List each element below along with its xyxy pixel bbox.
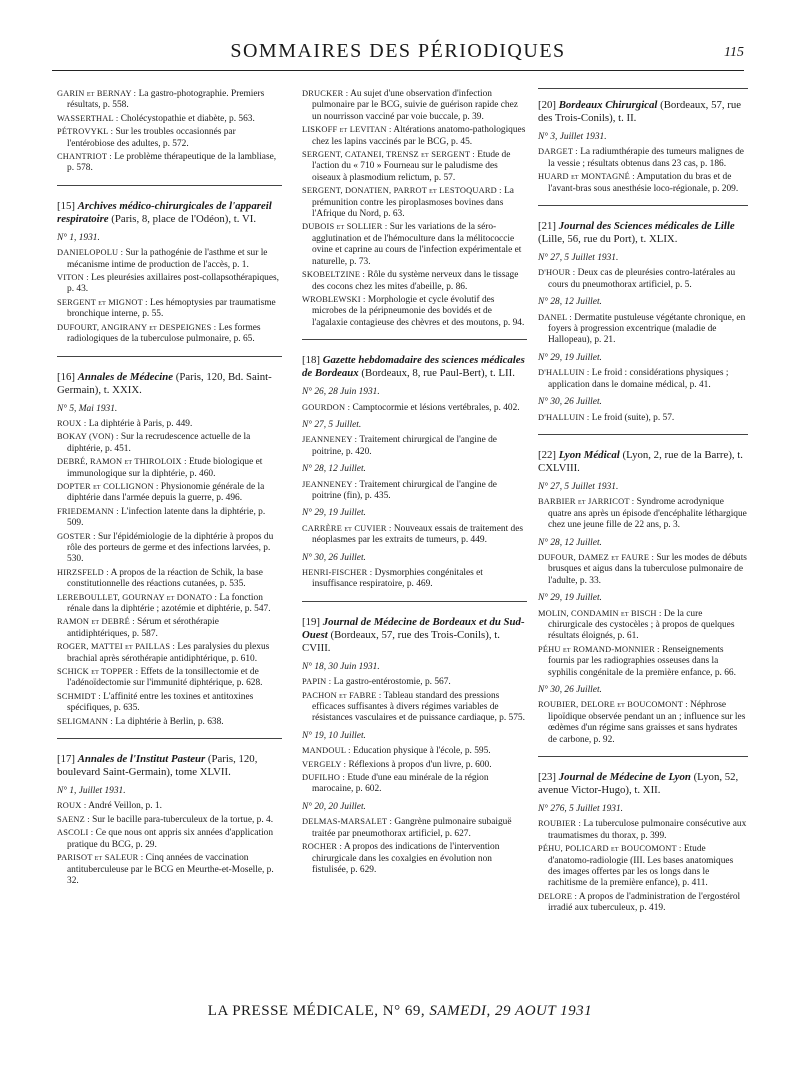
article-authors: SELIGMANN :	[57, 716, 113, 726]
section-divider	[57, 356, 282, 357]
journal-issues	[538, 132, 748, 195]
article-entry	[302, 676, 527, 688]
issue-label: N° 28, 12 Juillet.	[302, 464, 366, 475]
article-title: La prémunition contre les piroplasmoses bovines dans l'Afrique du Nord, p. 63.	[312, 186, 514, 220]
article-authors: JEANNENEY :	[302, 479, 358, 489]
section-divider	[302, 601, 527, 602]
journal-number: [21]	[538, 220, 556, 233]
journal-name: Annales de Médecine	[77, 370, 174, 383]
article-entry	[538, 312, 748, 347]
journal-title	[538, 220, 748, 246]
journal-title	[57, 371, 282, 397]
column-3	[538, 88, 748, 916]
article-authors: SERGENT, DONATIEN, PARROT et LESTOQUARD :	[302, 186, 502, 196]
article-authors: BARBIER et JARRICOT :	[538, 497, 635, 507]
article-authors: LISKOFF et LEVITAN :	[302, 125, 392, 135]
journal-number: [15]	[57, 199, 75, 212]
issue-label: N° 3, Juillet 1931.	[538, 132, 607, 142]
article-title: La gastro-entérostomie, p. 567.	[333, 677, 451, 688]
article-title: Sur l'épidémiologie de la diphtérie à propos du rôle des porteurs de germe et des infections larvées, p. 530.	[67, 531, 274, 565]
article-entry	[302, 841, 527, 876]
article-entry	[57, 506, 282, 530]
article-authors: DANEL :	[538, 312, 572, 322]
journal-address: (Lyon, 52, avenue Victor-Hugo), t. XII.	[538, 771, 739, 797]
page-header	[52, 40, 744, 66]
article-title: Le problème thérapeutique de la lambliase, p. 578.	[67, 152, 277, 174]
journal-name: Journal des Sciences médicales de Lille	[558, 220, 735, 233]
journal-name: Bordeaux Chirurgical	[558, 99, 658, 111]
article-authors: HENRI-FISCHER :	[302, 568, 373, 577]
article-title: Dysmorphies congénitales et insuffisance respiratoire, p. 469.	[312, 568, 483, 590]
article-title: Morphologie et cycle évolutif des microbes de la péripneumonie des bovidés et de l'agalaxie contagieuse des chèvres et des moutons, p. 94.	[312, 294, 525, 328]
issue-label: N° 19, 10 Juillet.	[302, 730, 366, 741]
article-title: Education physique à l'école, p. 595.	[353, 746, 491, 757]
article-title: Les pleurésies axillaires post-collapsothérapiques, p. 43.	[67, 273, 280, 295]
article-entry	[538, 552, 748, 587]
issue-label: N° 26, 28 Juin 1931.	[302, 387, 380, 398]
article-title: A propos des indications de l'intervention chirurgicale dans les coxalgies en évolution non fistulisée, p. 629.	[312, 842, 500, 875]
issue-label: N° 28, 12 Juillet.	[538, 537, 602, 548]
article-entry	[538, 171, 748, 195]
issue-label: N° 27, 5 Juillet 1931.	[538, 481, 619, 492]
article-authors: DUFOUR, DAMEZ et FAURE :	[538, 552, 654, 562]
article-title: Physionomie générale de la diphtérie dans l'armée depuis la guerre, p. 496.	[67, 481, 265, 504]
journal-title	[57, 753, 282, 779]
article-title: Traitement chirurgical de l'angine de poitrine (fin), p. 435.	[312, 479, 497, 501]
header-rule	[52, 70, 744, 71]
journal-name: Gazette hebdomadaire des sciences médicales de Bordeaux	[302, 354, 525, 380]
article-entry	[57, 151, 282, 175]
article-title: Cholécystopathie et diabète, p. 563.	[120, 113, 255, 124]
article-title: Cinq années de vaccination antituberculeuse par le BCG en Meurthe-et-Moselle, p. 32.	[67, 853, 274, 886]
article-entry	[302, 149, 527, 184]
article-authors: SAENZ :	[57, 814, 90, 824]
journal-title	[538, 99, 748, 125]
article-entry	[57, 531, 282, 566]
article-entry	[538, 412, 748, 424]
article-entry	[57, 113, 282, 125]
article-entry	[302, 745, 527, 757]
article-title: A propos de la réaction de Schik, la base constitutionnelle des réactions cutanées, p. 535.	[67, 567, 263, 590]
article-entry	[538, 146, 748, 170]
journal-number: [17]	[57, 753, 75, 766]
article-entry	[538, 608, 748, 643]
article-title: Dermatite pustuleuse végétante chronique, en foyers à progression excentrique (maladie de Hallopeau), p. 21.	[548, 312, 746, 346]
article-authors: PACHON et FABRE :	[302, 690, 382, 700]
journal-name: Archives médico-chirurgicales de l'appareil respiratoire	[57, 199, 272, 225]
article-title: L'infection latente dans la diphtérie, p. 509.	[67, 506, 266, 529]
article-authors: SERGENT et MIGNOT :	[57, 297, 148, 307]
article-title: Nouveaux essais de traitement des néoplasmes par les extraits de tumeurs, p. 449.	[312, 523, 524, 546]
article-authors: CHANTRIOT :	[57, 152, 112, 162]
article-entry	[57, 272, 282, 296]
article-title: Les paralysies du plexus brachial après sérothérapie antidiphtérique, p. 610.	[67, 642, 270, 664]
article-authors: GARIN et BERNAY :	[57, 89, 137, 98]
column-1	[57, 88, 282, 888]
article-authors: LEREBOULLET, GOURNAY et DONATO :	[57, 592, 218, 602]
article-entry	[302, 269, 527, 293]
article-entry	[57, 666, 282, 690]
article-entry	[57, 297, 282, 321]
article-title: La diphtérie à Berlin, p. 638.	[115, 716, 224, 727]
article-entry	[57, 827, 282, 851]
article-authors: DELORE :	[538, 891, 578, 901]
article-authors: PARISOT et SALEUR :	[57, 853, 144, 863]
article-title: Camptocormie et lésions vertébrales, p. 402.	[352, 402, 520, 413]
article-entry	[538, 496, 748, 531]
article-title: Sur le bacille para-tuberculeux de la tortue, p. 4.	[92, 814, 274, 825]
journal-address: (Paris, 8, place de l'Odéon), t. VI.	[111, 212, 257, 225]
article-authors: D'HALLUIN :	[538, 368, 590, 378]
article-title: La tuberculose pulmonaire consécutive aux traumatismes du thorax, p. 399.	[548, 819, 747, 841]
article-entry	[57, 456, 282, 480]
article-authors: DARGET :	[538, 147, 578, 157]
article-entry	[302, 88, 527, 123]
journal-address: (Bordeaux, 57, rue des Trois-Conils), t. II.	[538, 99, 742, 124]
article-authors: PÉHU et ROMAND-MONNIER :	[538, 644, 660, 654]
article-authors: HUARD et MONTAGNÉ :	[538, 172, 635, 182]
article-entry	[57, 322, 282, 346]
article-title: Effets de la tonsillectomie et de l'adénoïdectomie sur l'immunité diphtérique, p. 628.	[67, 667, 263, 689]
article-title: Renseignements fournis par les radiographies osseuses dans la syphilis congénitale de la première enfance, p. 66.	[548, 644, 736, 678]
article-authors: DRUCKER :	[302, 89, 349, 98]
section-divider	[57, 738, 282, 739]
article-authors: DUFOURT, ANGIRANY et DESPEIGNES :	[57, 322, 217, 332]
article-authors: FRIEDEMANN :	[57, 506, 119, 516]
journal-name: Lyon Médical	[558, 448, 620, 461]
article-authors: WASSERTHAL :	[57, 113, 119, 123]
article-authors: ROUBIER :	[538, 819, 581, 829]
article-title: Amputation du bras et de l'avant-bras sous anesthésie loco-régionale, p. 209.	[548, 172, 739, 194]
issue-label: N° 29, 19 Juillet.	[302, 508, 366, 519]
article-authors: ROCHER :	[302, 842, 342, 852]
article-entry	[57, 814, 282, 826]
issue-label: N° 30, 26 Juillet.	[302, 552, 366, 563]
article-entry	[302, 434, 527, 458]
article-entry	[302, 185, 527, 220]
article-authors: BOKAY (VON) :	[57, 432, 119, 442]
issue-label: N° 27, 5 Juillet 1931.	[538, 253, 619, 264]
issue-label: N° 30, 26 Juillet.	[538, 397, 602, 408]
article-title: Tableau standard des pressions efficaces suffisantes à divers régimes variables de résistances vasculaires et de puissance cardiaque, p. 575.	[312, 690, 525, 724]
article-authors: ASCOLI :	[57, 828, 94, 838]
article-authors: PÉHU, POLICARD et BOUCOMONT :	[538, 844, 682, 854]
article-authors: VERGELY :	[302, 759, 347, 769]
article-entry	[57, 691, 282, 715]
journal-number: [20]	[538, 99, 556, 111]
section-divider	[302, 339, 527, 340]
article-title: Sur les variations de la séro-agglutination et de l'hémoculture dans la mélitococcie ovine et caprine au cours de l'infection expérimentale et naturelle, p. 73.	[312, 222, 522, 267]
article-authors: JEANNENEY :	[302, 435, 358, 445]
journal-address: (Bordeaux, 8, rue Paul-Bert), t. LII.	[361, 367, 515, 380]
article-title: Etude de l'action du « 710 » Fourneau sur le paludisme des oiseaux à plasmodium relictum, p. 57.	[312, 150, 511, 183]
article-authors: DUFILHO :	[302, 773, 345, 783]
page-footer	[0, 1003, 800, 1020]
article-authors: HIRZSFELD :	[57, 567, 109, 577]
journal-issues	[57, 786, 282, 887]
column-2	[302, 88, 527, 877]
section-divider	[57, 185, 282, 186]
article-entry	[538, 699, 748, 746]
section-divider	[538, 88, 748, 89]
article-authors: DOPTER et COLLIGNON :	[57, 481, 159, 491]
article-authors: SERGENT, CATANEI, TRENSZ et SERGENT :	[302, 150, 475, 160]
article-entry	[57, 616, 282, 640]
journal-issues	[538, 253, 748, 424]
article-entry	[57, 431, 282, 455]
journal-issues	[57, 404, 282, 729]
article-entry	[538, 644, 748, 679]
issue-label: N° 29, 19 Juillet.	[538, 352, 602, 363]
article-entry	[302, 816, 527, 840]
article-title: A propos de l'administration de l'ergostérol irradié aux tuberculeux, p. 419.	[548, 891, 741, 914]
entries-continued	[57, 88, 282, 175]
issue-label: N° 20, 20 Juillet.	[302, 801, 366, 812]
article-authors: D'HOUR :	[538, 268, 576, 278]
journal-issues	[57, 233, 282, 346]
journal-title	[538, 771, 748, 797]
article-title: Au sujet d'une observation d'infection pulmonaire par le BCG, suivie de guérison rapide chez un nourrisson vacciné par voie buccale, p. 39.	[312, 89, 518, 122]
article-entry	[57, 800, 282, 812]
article-authors: ROGER, MATTEI et PAILLAS :	[57, 642, 176, 652]
article-authors: SCHMIDT :	[57, 691, 101, 701]
article-title: Etude biologique et immunologique sur la diphtérie, p. 460.	[67, 457, 263, 479]
article-authors: DUBOIS et SOLLIER :	[302, 222, 388, 232]
article-entry	[302, 124, 527, 148]
journal-issues	[302, 662, 527, 877]
article-title: Le froid : considérations physiques ; application dans le domaine médical, p. 41.	[548, 368, 729, 390]
issue-label: N° 29, 19 Juillet.	[538, 593, 602, 604]
journal-number: [16]	[57, 370, 75, 383]
article-authors: MANDOUL :	[302, 746, 351, 756]
article-entry	[302, 221, 527, 268]
article-authors: DELMAS-MARSALET :	[302, 817, 393, 827]
article-authors: PAPIN :	[302, 677, 332, 687]
article-authors: ROUX :	[57, 801, 87, 811]
journal-address: (Paris, 120, boulevard Saint-Germain), tome XLVII.	[57, 753, 258, 779]
journal-title	[538, 449, 748, 475]
article-title: Les formes radiologiques de la tuberculose pulmonaire, p. 65.	[67, 322, 261, 345]
article-entry	[57, 592, 282, 616]
article-title: Etude d'une eau minérale de la région marocaine, p. 602.	[312, 773, 489, 795]
article-authors: GOURDON :	[302, 402, 351, 412]
article-entry	[302, 690, 527, 725]
journal-name: Annales de l'Institut Pasteur	[77, 753, 206, 766]
issue-label: N° 18, 30 Juin 1931.	[302, 661, 380, 672]
issue-label: N° 5, Mai 1931.	[57, 403, 118, 414]
article-title: Rôle du système nerveux dans le tissage des cocons chez les mites d'abeille, p. 86.	[312, 270, 519, 292]
article-title: De la cure chirurgicale des cystocèles ; à propos de quelques résultats éloignés, p. 61.	[548, 608, 735, 642]
journal-title	[302, 354, 527, 380]
article-entry	[302, 567, 527, 591]
article-title: Néphrose lipoïdique observée pendant un an ; influence sur les œdèmes d'un régime sans graisses et sans hydrates de carbone, p. 92.	[548, 700, 746, 745]
entries-continued	[302, 88, 527, 329]
article-entry	[302, 759, 527, 771]
article-title: Sur la recrudescence actuelle de la diphtérie, p. 451.	[67, 432, 251, 454]
article-entry	[538, 891, 748, 915]
issue-label: N° 1, 1931.	[57, 232, 100, 243]
issue-label: N° 27, 5 Juillet.	[302, 419, 362, 430]
article-entry	[538, 267, 748, 291]
journal-number: [22]	[538, 448, 556, 461]
article-entry	[57, 126, 282, 150]
article-title: L'affinité entre les toxines et antitoxines spécifiques, p. 635.	[67, 691, 254, 714]
journal-name: Journal de Médecine de Bordeaux et du Sud-Ouest	[302, 615, 525, 641]
article-title: Syndrome acrodynique quatre ans après un épisode d'encéphalite léthargique chez une jeune fille de 22 ans, p. 3.	[548, 497, 747, 531]
article-entry	[302, 479, 527, 503]
article-entry	[302, 772, 527, 796]
article-title: Sur les troubles occasionnés par l'entérobiose des adultes, p. 572.	[67, 127, 236, 149]
article-authors: DEBRÉ, RAMON et THIROLOIX :	[57, 457, 187, 467]
article-authors: CARRÈRE et CUVIER :	[302, 523, 392, 533]
article-entry	[538, 818, 748, 842]
article-authors: MOLIN, CONDAMIN et BISCH :	[538, 608, 662, 618]
article-entry	[538, 843, 748, 890]
article-authors: ROUBIER, DELORE et BOUCOMONT :	[538, 700, 688, 710]
journal-address: (Bordeaux, 57, rue des Trois-Conils), t. CVIII.	[302, 628, 500, 654]
article-entry	[302, 523, 527, 547]
issue-label: N° 28, 12 Juillet.	[538, 297, 602, 308]
issue-label: N° 30, 26 Juillet.	[538, 685, 602, 695]
article-entry	[57, 716, 282, 728]
article-authors: SKOBELTZINE :	[302, 270, 366, 280]
section-divider	[538, 434, 748, 435]
article-title: Gangrène pulmonaire subaiguë traitée par pneumothorax artificiel, p. 627.	[312, 817, 512, 839]
article-authors: PÉTROVYKL :	[57, 127, 114, 137]
article-title: Traitement chirurgical de l'angine de poitrine, p. 420.	[312, 435, 497, 457]
issue-label: N° 1, Juillet 1931.	[57, 786, 126, 797]
article-entry	[57, 852, 282, 887]
article-authors: DANIELOPOLU :	[57, 248, 124, 258]
journal-issues	[302, 387, 527, 591]
article-title: La gastro-photographie. Premiers résultats, p. 558.	[67, 89, 265, 111]
article-title: Sur la pathogénie de l'asthme et sur le mécanisme intime de production de l'accès, p. 1.	[67, 248, 268, 270]
article-entry	[57, 567, 282, 591]
article-entry	[57, 418, 282, 430]
article-entry	[302, 402, 527, 414]
journal-address: (Lyon, 2, rue de la Barre), t. CXLVIII.	[538, 448, 744, 474]
journal-title	[57, 200, 282, 226]
article-authors: RAMON et DEBRÉ :	[57, 617, 135, 627]
journal-address: (Lille, 56, rue du Port), t. XLIX.	[538, 233, 678, 246]
article-entry	[57, 88, 282, 112]
article-entry	[57, 641, 282, 665]
article-entry	[302, 294, 527, 329]
journal-number: [23]	[538, 771, 556, 784]
footer-date: SAMEDI, 29 AOUT 1931	[429, 1003, 593, 1019]
page-number: 115	[724, 45, 744, 60]
article-title: Altérations anatomo-pathologiques chez les lapins vaccinés par le BCG, p. 45.	[312, 125, 526, 147]
article-entry	[538, 367, 748, 391]
article-title: Réflexions à propos d'un livre, p. 600.	[348, 759, 492, 770]
article-title: Sérum et sérothérapie antidiphtériques, p. 587.	[67, 617, 219, 639]
journal-issues	[538, 804, 748, 915]
page-title: SOMMAIRES DES PÉRIODIQUES	[230, 40, 566, 62]
section-divider	[538, 205, 748, 206]
article-title: La diphtérie à Paris, p. 449.	[88, 418, 193, 429]
article-authors: VITON :	[57, 273, 89, 283]
article-title: Sur les modes de débuts brusques et aigus dans la tuberculose pulmonaire de l'adulte, p. 33.	[548, 552, 747, 586]
journal-title	[302, 616, 527, 655]
article-title: André Veillon, p. 1.	[88, 801, 162, 812]
journal-name: Journal de Médecine de Lyon	[558, 771, 691, 784]
journal-number: [19]	[302, 615, 320, 628]
article-title: Ce que nous ont appris six années d'application pratique du BCG, p. 29.	[67, 828, 274, 850]
article-title: Deux cas de pleurésies contro-latérales au cours du pneumothorax artificiel, p. 5.	[548, 268, 736, 290]
article-entry	[57, 247, 282, 271]
article-title: La fonction rénale dans la diphtérie ; azotémie et diphtérie, p. 547.	[67, 592, 271, 614]
section-divider	[538, 756, 748, 757]
article-title: Les hémoptysies par traumatisme bronchique interne, p. 55.	[67, 297, 276, 320]
article-authors: SCHICK et TOPPER :	[57, 667, 139, 677]
article-authors: D'HALLUIN :	[538, 412, 590, 422]
journal-number: [18]	[302, 354, 320, 367]
article-authors: GOSTER :	[57, 531, 96, 541]
article-title: La radiumthérapie des tumeurs malignes de la vessie ; résultats obtenus dans 23 cas, p. 186.	[548, 147, 744, 169]
article-authors: ROUX :	[57, 418, 87, 428]
journal-issues	[538, 482, 748, 746]
article-title: Etude d'anatomo-radiologie (III. Les bases anatomiques des images offertes par les os longs dans le rachitisme de la première enfance), p. 411.	[548, 844, 734, 889]
article-authors: WROBLEWSKI :	[302, 294, 366, 304]
footer-publication: LA PRESSE MÉDICALE, N° 69,	[207, 1003, 426, 1019]
issue-label: N° 276, 5 Juillet 1931.	[538, 804, 623, 815]
article-entry	[57, 481, 282, 505]
article-title: Le froid (suite), p. 57.	[591, 412, 675, 423]
journal-address: (Paris, 120, Bd. Saint-Germain), t. XXIX.	[57, 370, 272, 396]
